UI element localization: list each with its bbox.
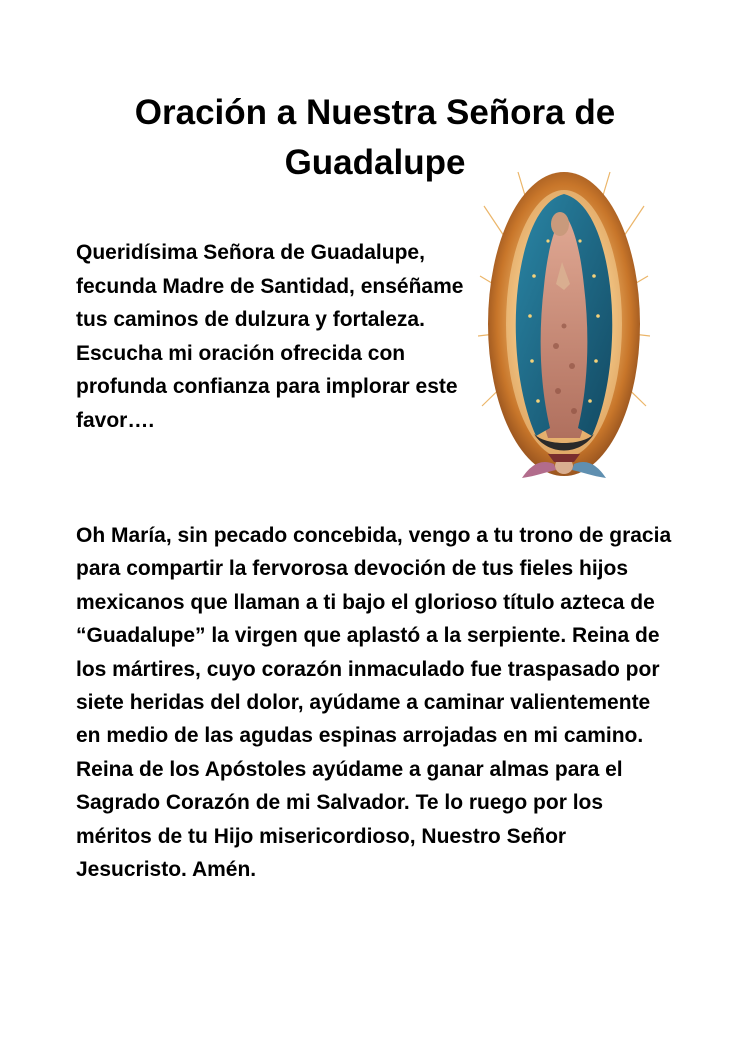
intro-paragraph: Queridísima Señora de Guadalupe, fecunda Madre de Santidad, enséñame tus caminos de dulzura y fortaleza. Escucha mi oración ofrecida con profunda confianza para implorar este favor…. <box>76 241 464 432</box>
virgin-of-guadalupe-icon <box>478 166 650 500</box>
virgin-of-guadalupe-image <box>478 166 650 500</box>
main-paragraph: Oh María, sin pecado concebida, vengo a tu trono de gracia para compartir la fervorosa devoción de tus fieles hijos mexicanos que llaman a ti bajo el glorioso título azteca de “Guadalupe” la virgen que aplastó a la serpiente. Reina de los mártires, cuyo corazón inmaculado fue traspasado por siete heridas del dolor, ayúdame a caminar valientemente en medio de las agudas espinas arrojadas en mi camino. Reina de los Apóstoles ayúdame a ganar almas para el Sagrado Corazón de mi Salvador. Te lo ruego por los méritos de tu Hijo misericordioso, Nuestro Señor Jesucristo. Amén. <box>76 524 672 882</box>
page-title: Oración a Nuestra Señora de Guadalupe <box>134 93 616 182</box>
